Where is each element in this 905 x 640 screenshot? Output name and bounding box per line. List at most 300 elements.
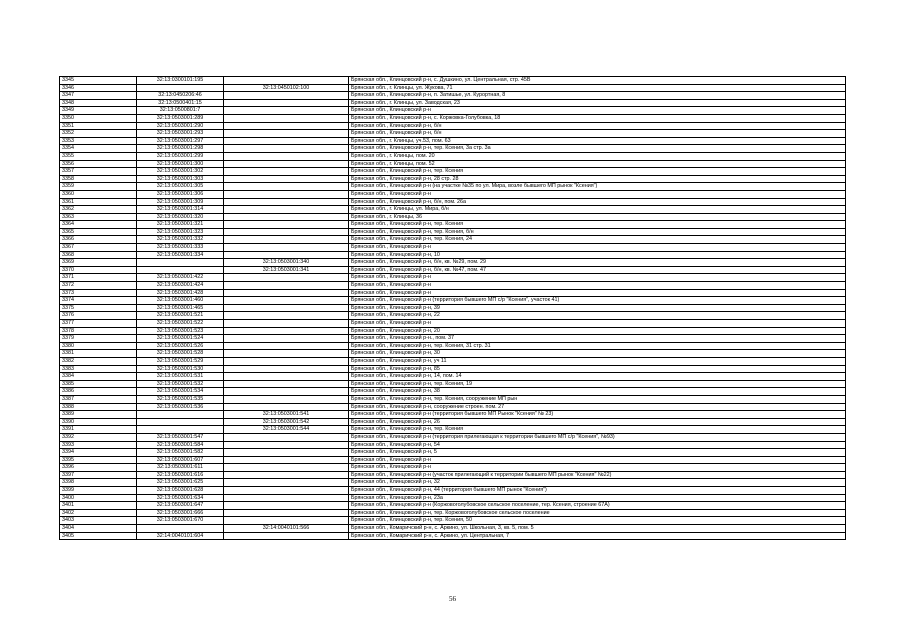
row-number: 3403 — [60, 517, 137, 525]
table-row — [60, 304, 846, 312]
table-row — [60, 327, 846, 335]
page-number: 56 — [449, 595, 456, 603]
cadastral-number-building — [224, 350, 349, 358]
cadastral-number-building — [224, 487, 349, 495]
address: Брянская обл., Клинцовский р-н, 32 — [349, 479, 846, 487]
cadastral-number-building — [224, 114, 349, 122]
row-number: 3402 — [60, 509, 137, 517]
cadastral-number-building — [224, 395, 349, 403]
cadastral-number-land — [137, 525, 224, 533]
row-number: 3370 — [60, 266, 137, 274]
cadastral-number-land: 32:13:0503001:526 — [137, 342, 224, 350]
cadastral-number-land: 32:13:0503001:289 — [137, 114, 224, 122]
cadastral-number-land: 32:13:0503001:528 — [137, 350, 224, 358]
cadastral-number-land: 32:13:0450206:46 — [137, 92, 224, 100]
cadastral-number-building — [224, 471, 349, 479]
table-row — [60, 418, 846, 426]
row-number: 3353 — [60, 137, 137, 145]
address: Брянская обл., Клинцовский р-н, тер. Ксения, 19 — [349, 380, 846, 388]
row-number: 3352 — [60, 130, 137, 138]
table-row — [60, 175, 846, 183]
cadastral-number-land: 32:13:0500801:7 — [137, 107, 224, 115]
table-row — [60, 312, 846, 320]
cadastral-number-land: 32:13:0503001:616 — [137, 471, 224, 479]
address: Брянская обл., Клинцовский р-н, 10 — [349, 251, 846, 259]
table-row — [60, 190, 846, 198]
table-row — [60, 471, 846, 479]
row-number: 3399 — [60, 487, 137, 495]
cadastral-number-land: 32:13:0503001:302 — [137, 168, 224, 176]
table-row — [60, 411, 846, 419]
row-number: 3376 — [60, 312, 137, 320]
address: Брянская обл., Клинцовский р-н, 20 — [349, 327, 846, 335]
table-row — [60, 517, 846, 525]
cadastral-number-building: 32:13:0503001:542 — [224, 418, 349, 426]
row-number: 3386 — [60, 388, 137, 396]
cadastral-number-building — [224, 92, 349, 100]
row-number: 3388 — [60, 403, 137, 411]
address: Брянская обл., Клинцовский р-н, 39 — [349, 304, 846, 312]
address: Брянская обл., Клинцовский р-н (на участке №35 по ул. Мира, возле бывшего МП рынок "Ксения") — [349, 183, 846, 191]
cadastral-number-building — [224, 304, 349, 312]
table-row — [60, 206, 846, 214]
address: Брянская обл., Клинцовский р-н (территория бывшего МП с/р "Ксения", участок 41) — [349, 297, 846, 305]
table-row — [60, 464, 846, 472]
table-row — [60, 320, 846, 328]
address: Брянская обл., Клинцовский р-н, сооружение строен. пом. 27 — [349, 403, 846, 411]
table-row — [60, 266, 846, 274]
row-number: 3391 — [60, 426, 137, 434]
table-row — [60, 426, 846, 434]
cadastral-number-building: 32:13:0450102:100 — [224, 84, 349, 92]
cadastral-number-land: 32:13:0503001:582 — [137, 449, 224, 457]
cadastral-number-land: 32:13:0503001:530 — [137, 365, 224, 373]
address: Брянская обл., Клинцовский р-н, тер. Коржовоголубовское сельское поселение — [349, 509, 846, 517]
address: Брянская обл., Клинцовский р-н, б/н, кв. №29, пом. 29 — [349, 259, 846, 267]
address: Брянская обл., Клинцовский р-н — [349, 464, 846, 472]
table-row — [60, 152, 846, 160]
cadastral-number-building — [224, 494, 349, 502]
address: Брянская обл., Клинцовский р-н, с. Коржовка-Голубовка, 18 — [349, 114, 846, 122]
row-number: 3375 — [60, 304, 137, 312]
table-row — [60, 357, 846, 365]
cadastral-number-land: 32:13:0503001:522 — [137, 320, 224, 328]
cadastral-number-land: 32:13:0503001:628 — [137, 487, 224, 495]
address: Брянская обл., Клинцовский р-н — [349, 289, 846, 297]
cadastral-number-building — [224, 403, 349, 411]
table-row — [60, 487, 846, 495]
property-registry-table — [59, 76, 846, 540]
cadastral-number-land: 32:13:0503001:534 — [137, 388, 224, 396]
address: Брянская обл., Клинцовский р-н (участок прилегающий к территории бывшего МП рынок "Ксения" №22) — [349, 471, 846, 479]
cadastral-number-land — [137, 418, 224, 426]
address: Брянская обл., Клинцовский р-н, тер. Ксения, 24 — [349, 236, 846, 244]
address: Брянская обл., Клинцовский р-н, 38 — [349, 388, 846, 396]
cadastral-number-building: 32:13:0503001:340 — [224, 259, 349, 267]
address: Брянская обл., Клинцовский р-н, с. Душкино, ул. Центральная, стр. 45В — [349, 77, 846, 85]
cadastral-number-building — [224, 274, 349, 282]
address: Брянская обл., Клинцовский р-н — [349, 190, 846, 198]
address: Брянская обл., Клинцовский р-н, тер. Ксения, 3а стр. 3а — [349, 145, 846, 153]
address: Брянская обл., Клинцовский р-н, 54 — [349, 441, 846, 449]
row-number: 3350 — [60, 114, 137, 122]
cadastral-number-land: 32:13:0503001:521 — [137, 312, 224, 320]
cadastral-number-building — [224, 517, 349, 525]
cadastral-number-land: 32:13:0503001:524 — [137, 335, 224, 343]
cadastral-number-land: 32:13:0503001:298 — [137, 145, 224, 153]
row-number: 3359 — [60, 183, 137, 191]
table-row — [60, 297, 846, 305]
row-number: 3371 — [60, 274, 137, 282]
cadastral-number-land: 32:13:0503001:666 — [137, 509, 224, 517]
cadastral-number-land: 32:13:0503001:422 — [137, 274, 224, 282]
address: Брянская обл., Клинцовский р-н, б/н, пом. 26а — [349, 198, 846, 206]
row-number: 3397 — [60, 471, 137, 479]
cadastral-number-building — [224, 456, 349, 464]
row-number: 3381 — [60, 350, 137, 358]
cadastral-number-building — [224, 373, 349, 381]
row-number: 3383 — [60, 365, 137, 373]
cadastral-number-land: 32:13:0503001:314 — [137, 206, 224, 214]
table-row — [60, 509, 846, 517]
cadastral-number-land: 32:13:0503001:333 — [137, 244, 224, 252]
table-row — [60, 84, 846, 92]
table-row — [60, 213, 846, 221]
cadastral-number-land: 32:13:0503001:320 — [137, 213, 224, 221]
cadastral-number-building — [224, 198, 349, 206]
table-row — [60, 122, 846, 130]
table-row — [60, 403, 846, 411]
cadastral-number-land: 32:13:0503001:424 — [137, 282, 224, 290]
table-row — [60, 380, 846, 388]
table-row — [60, 525, 846, 533]
address: Брянская обл., Клинцовский р-н, п. Затишье, ул. Курортная, 8 — [349, 92, 846, 100]
row-number: 3367 — [60, 244, 137, 252]
row-number: 3361 — [60, 198, 137, 206]
cadastral-number-building — [224, 342, 349, 350]
address: Брянская обл., Клинцовский р-н (Коржовоголубовское сельское поселение, тер. Ксения, строение 67А) — [349, 502, 846, 510]
address: Брянская обл., Клинцовский р-н, б/н — [349, 122, 846, 130]
row-number: 3374 — [60, 297, 137, 305]
table-row — [60, 373, 846, 381]
cadastral-number-building: 32:13:0503001:341 — [224, 266, 349, 274]
cadastral-number-building: 32:13:0503001:541 — [224, 411, 349, 419]
cadastral-number-land: 32:13:0503001:531 — [137, 373, 224, 381]
cadastral-number-building — [224, 449, 349, 457]
cadastral-number-building — [224, 509, 349, 517]
row-number: 3379 — [60, 335, 137, 343]
cadastral-number-land: 32:13:0503001:323 — [137, 228, 224, 236]
cadastral-number-land: 32:13:0503001:529 — [137, 357, 224, 365]
table-row — [60, 183, 846, 191]
cadastral-number-land — [137, 266, 224, 274]
row-number: 3392 — [60, 433, 137, 441]
cadastral-number-building — [224, 251, 349, 259]
address: Брянская обл., Клинцовский р-н, 85 — [349, 365, 846, 373]
address: Брянская обл., Клинцовский р-н, 22 — [349, 312, 846, 320]
address: Брянская обл., Клинцовский р-н, 28 стр. 28 — [349, 175, 846, 183]
address: Брянская обл., г. Клинцы, 36 — [349, 213, 846, 221]
cadastral-number-land: 32:13:0503001:535 — [137, 395, 224, 403]
address: Брянская обл., Клинцовский р-н, тер. Ксения — [349, 221, 846, 229]
table-row — [60, 456, 846, 464]
cadastral-number-land: 32:13:0503001:547 — [137, 433, 224, 441]
cadastral-number-land: 32:13:0503001:607 — [137, 456, 224, 464]
row-number: 3366 — [60, 236, 137, 244]
cadastral-number-building — [224, 145, 349, 153]
table-row — [60, 168, 846, 176]
address: Брянская обл., Клинцовский р-н — [349, 282, 846, 290]
address: Брянская обл., Клинцовский р-н, 44 (территория бывшего МП рынок "Ксения") — [349, 487, 846, 495]
table-row — [60, 479, 846, 487]
table-row — [60, 259, 846, 267]
table-row — [60, 433, 846, 441]
row-number: 3384 — [60, 373, 137, 381]
cadastral-number-land: 32:13:0503001:460 — [137, 297, 224, 305]
cadastral-number-land — [137, 426, 224, 434]
address: Брянская обл., Клинцовский р-н., пом. 37 — [349, 335, 846, 343]
row-number: 3362 — [60, 206, 137, 214]
row-number: 3382 — [60, 357, 137, 365]
row-number: 3373 — [60, 289, 137, 297]
table-row — [60, 395, 846, 403]
cadastral-number-land — [137, 259, 224, 267]
table-row — [60, 350, 846, 358]
table-row — [60, 282, 846, 290]
table-row — [60, 114, 846, 122]
cadastral-number-land: 32:13:0503001:300 — [137, 160, 224, 168]
row-number: 3394 — [60, 449, 137, 457]
cadastral-number-building — [224, 137, 349, 145]
address: Брянская обл., Клинцовский р-н — [349, 274, 846, 282]
cadastral-number-building — [224, 99, 349, 107]
cadastral-number-land: 32:13:0503001:299 — [137, 152, 224, 160]
cadastral-number-building — [224, 228, 349, 236]
cadastral-number-building — [224, 335, 349, 343]
cadastral-number-land: 32:13:0503001:611 — [137, 464, 224, 472]
cadastral-number-land: 32:13:0503001:536 — [137, 403, 224, 411]
table-row — [60, 494, 846, 502]
cadastral-number-land: 32:13:0503001:303 — [137, 175, 224, 183]
cadastral-number-land: 32:13:0300101:195 — [137, 77, 224, 85]
table-row — [60, 236, 846, 244]
cadastral-number-building — [224, 130, 349, 138]
table-body — [60, 77, 846, 540]
cadastral-number-land: 32:13:0503001:532 — [137, 380, 224, 388]
row-number: 3365 — [60, 228, 137, 236]
row-number: 3380 — [60, 342, 137, 350]
row-number: 3398 — [60, 479, 137, 487]
address: Брянская обл., Клинцовский р-н, 30 — [349, 350, 846, 358]
cadastral-number-land: 32:13:0503001:647 — [137, 502, 224, 510]
cadastral-number-building — [224, 388, 349, 396]
address: Брянская обл., г. Клинцы, ул. Заводская, 23 — [349, 99, 846, 107]
cadastral-number-land: 32:13:0503001:634 — [137, 494, 224, 502]
cadastral-number-land: 32:14:0040101:604 — [137, 532, 224, 540]
table-row — [60, 99, 846, 107]
cadastral-number-building — [224, 327, 349, 335]
row-number: 3387 — [60, 395, 137, 403]
table-row — [60, 289, 846, 297]
table-row — [60, 221, 846, 229]
row-number: 3360 — [60, 190, 137, 198]
cadastral-number-building — [224, 357, 349, 365]
cadastral-number-building: 32:13:0503001:544 — [224, 426, 349, 434]
table-row — [60, 335, 846, 343]
address: Брянская обл., г. Клинцы, пом. 52 — [349, 160, 846, 168]
cadastral-number-land: 32:13:0503001:428 — [137, 289, 224, 297]
cadastral-number-building — [224, 206, 349, 214]
address: Брянская обл., Клинцовский р-н, 5 — [349, 449, 846, 457]
cadastral-number-building — [224, 190, 349, 198]
address: Брянская обл., Клинцовский р-н, 26 — [349, 418, 846, 426]
row-number: 3405 — [60, 532, 137, 540]
address: Брянская обл., Клинцовский р-н, 14, пом. 14 — [349, 373, 846, 381]
cadastral-number-land: 32:13:0503001:584 — [137, 441, 224, 449]
row-number: 3348 — [60, 99, 137, 107]
row-number: 3354 — [60, 145, 137, 153]
table-row — [60, 441, 846, 449]
table-row — [60, 198, 846, 206]
row-number: 3369 — [60, 259, 137, 267]
cadastral-number-building — [224, 152, 349, 160]
cadastral-number-building — [224, 282, 349, 290]
cadastral-number-building — [224, 502, 349, 510]
address: Брянская обл., Клинцовский р-н (территория прилегающая к территории бывшего МП с/р "Ксения", №93) — [349, 433, 846, 441]
address: Брянская обл., г. Клинцы, ул. Мира, б/н — [349, 206, 846, 214]
row-number: 3404 — [60, 525, 137, 533]
table-row — [60, 145, 846, 153]
address: Брянская обл., Клинцовский р-н — [349, 456, 846, 464]
address: Брянская обл., Клинцовский р-н — [349, 320, 846, 328]
cadastral-number-building — [224, 213, 349, 221]
table-row — [60, 130, 846, 138]
table-row — [60, 251, 846, 259]
address: Брянская обл., Клинцовский р-н, тер. Ксения, 31 стр. 31 — [349, 342, 846, 350]
address: Брянская обл., г. Клинцы, уч.53, пом. 63 — [349, 137, 846, 145]
address: Брянская обл., Комаричский р-н, с. Аркино, ул. Школьная, 3, кв. 5, пом. 5 — [349, 525, 846, 533]
cadastral-number-land: 32:13:0503001:290 — [137, 122, 224, 130]
table-row — [60, 92, 846, 100]
cadastral-number-land: 32:13:0503001:306 — [137, 190, 224, 198]
cadastral-number-building — [224, 244, 349, 252]
row-number: 3401 — [60, 502, 137, 510]
address: Брянская обл., Комаричский р-н, с. Аркино, ул. Центральная, 7 — [349, 532, 846, 540]
cadastral-number-building — [224, 297, 349, 305]
row-number: 3393 — [60, 441, 137, 449]
table-row — [60, 274, 846, 282]
cadastral-number-land: 32:13:0503001:305 — [137, 183, 224, 191]
row-number: 3389 — [60, 411, 137, 419]
table-row — [60, 228, 846, 236]
row-number: 3385 — [60, 380, 137, 388]
row-number: 3346 — [60, 84, 137, 92]
cadastral-number-building — [224, 441, 349, 449]
cadastral-number-land: 32:13:0503001:309 — [137, 198, 224, 206]
address: Брянская обл., Клинцовский р-н, тер. Ксения, б/н — [349, 228, 846, 236]
row-number: 3351 — [60, 122, 137, 130]
cadastral-number-building — [224, 183, 349, 191]
cadastral-number-building — [224, 160, 349, 168]
cadastral-number-building — [224, 365, 349, 373]
row-number: 3347 — [60, 92, 137, 100]
cadastral-number-land — [137, 411, 224, 419]
row-number: 3395 — [60, 456, 137, 464]
row-number: 3377 — [60, 320, 137, 328]
row-number: 3363 — [60, 213, 137, 221]
row-number: 3349 — [60, 107, 137, 115]
cadastral-number-land: 32:13:0503001:321 — [137, 221, 224, 229]
address: Брянская обл., Клинцовский р-н, уч 11 — [349, 357, 846, 365]
cadastral-number-land: 32:13:0503001:625 — [137, 479, 224, 487]
cadastral-number-land: 32:13:0503001:332 — [137, 236, 224, 244]
cadastral-number-building — [224, 532, 349, 540]
table-row — [60, 532, 846, 540]
address: Брянская обл., Клинцовский р-н, 23а — [349, 494, 846, 502]
cadastral-number-building: 32:14:0040101:566 — [224, 525, 349, 533]
address: Брянская обл., Клинцовский р-н, тер. Ксения — [349, 168, 846, 176]
row-number: 3396 — [60, 464, 137, 472]
cadastral-number-building — [224, 107, 349, 115]
row-number: 3356 — [60, 160, 137, 168]
cadastral-number-building — [224, 380, 349, 388]
cadastral-number-land: 32:13:0503001:670 — [137, 517, 224, 525]
cadastral-number-land: 32:13:0500401:15 — [137, 99, 224, 107]
cadastral-number-building — [224, 289, 349, 297]
cadastral-number-building — [224, 77, 349, 85]
cadastral-number-building — [224, 168, 349, 176]
address: Брянская обл., Клинцовский р-н, б/н, кв. №47, пом. 47 — [349, 266, 846, 274]
cadastral-number-land: 32:13:0503001:297 — [137, 137, 224, 145]
cadastral-number-building — [224, 312, 349, 320]
cadastral-number-land — [137, 84, 224, 92]
table-row — [60, 137, 846, 145]
address: Брянская обл., г. Клинцы, пом. 20 — [349, 152, 846, 160]
table-row — [60, 365, 846, 373]
address: Брянская обл., Клинцовский р-н — [349, 244, 846, 252]
table-row — [60, 449, 846, 457]
row-number: 3358 — [60, 175, 137, 183]
table-row — [60, 77, 846, 85]
address: Брянская обл., Клинцовский р-н — [349, 107, 846, 115]
cadastral-number-land: 32:13:0503001:293 — [137, 130, 224, 138]
address: Брянская обл., Клинцовский р-н, тер. Ксения, сооружение МП рын — [349, 395, 846, 403]
cadastral-number-building — [224, 320, 349, 328]
cadastral-number-land: 32:13:0503001:465 — [137, 304, 224, 312]
cadastral-number-building — [224, 236, 349, 244]
cadastral-number-building — [224, 122, 349, 130]
row-number: 3368 — [60, 251, 137, 259]
address: Брянская обл., г. Клинцы, ул. Жукова, 71 — [349, 84, 846, 92]
address: Брянская обл., Клинцовский р-н (территория бывшего МП Рынок "Ксения" № 23) — [349, 411, 846, 419]
cadastral-number-building — [224, 175, 349, 183]
row-number: 3345 — [60, 77, 137, 85]
address: Брянская обл., Клинцовский р-н, тер. Ксения — [349, 426, 846, 434]
table-row — [60, 388, 846, 396]
table-row — [60, 107, 846, 115]
table-row — [60, 244, 846, 252]
address: Брянская обл., Клинцовский р-н, тер. Ксения, 50 — [349, 517, 846, 525]
row-number: 3364 — [60, 221, 137, 229]
cadastral-number-building — [224, 221, 349, 229]
table-row — [60, 342, 846, 350]
table-row — [60, 160, 846, 168]
cadastral-number-building — [224, 433, 349, 441]
row-number: 3390 — [60, 418, 137, 426]
row-number: 3378 — [60, 327, 137, 335]
cadastral-number-building — [224, 479, 349, 487]
address: Брянская обл., Клинцовский р-н, б/н — [349, 130, 846, 138]
